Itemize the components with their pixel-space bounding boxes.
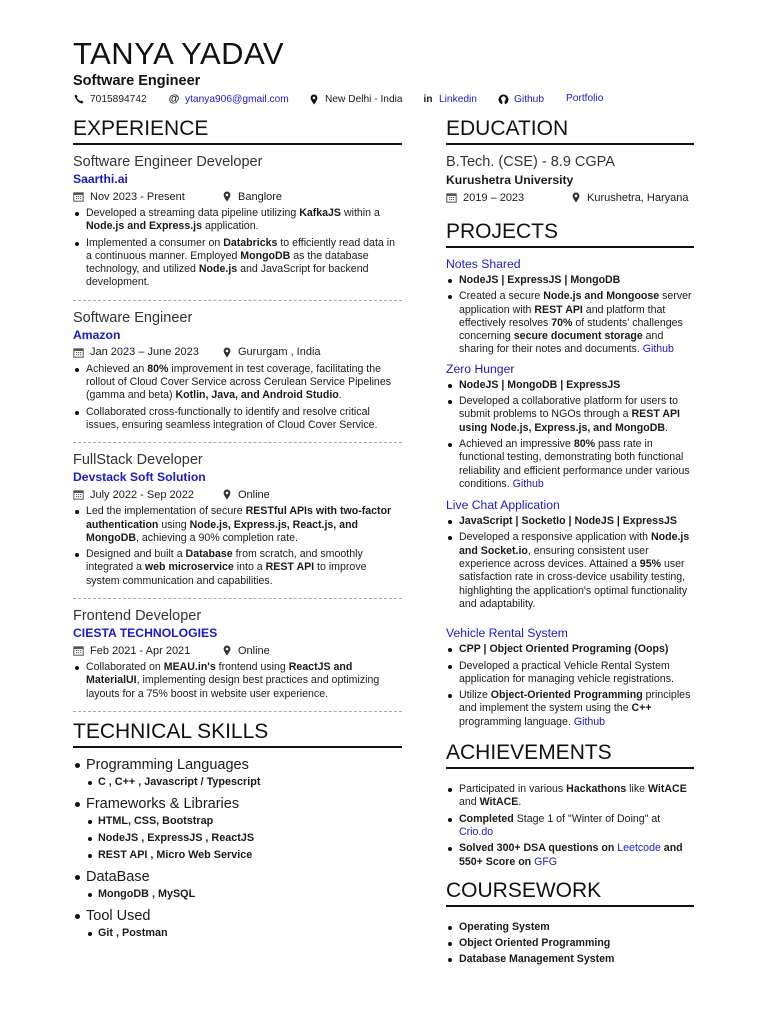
skill-category: DataBase bbox=[73, 868, 402, 886]
list-item bbox=[446, 813, 694, 840]
skill-group bbox=[73, 756, 402, 791]
job-location-text: Online bbox=[238, 644, 270, 657]
education-entry bbox=[446, 153, 694, 206]
linkedin-link[interactable]: Linkedin bbox=[439, 93, 477, 105]
bold-text: Solved 300+ DSA questions on bbox=[459, 842, 618, 855]
calendar-icon bbox=[73, 489, 84, 500]
bold-text: ReactJS and MaterialUI bbox=[86, 661, 353, 687]
list-item bbox=[73, 661, 402, 701]
linkedin-icon: in bbox=[423, 93, 433, 105]
text-span: , achieving a 90% completion rate. bbox=[136, 531, 298, 544]
job-title: FullStack Developer bbox=[73, 452, 203, 469]
project-bullets bbox=[446, 274, 694, 357]
phone-icon bbox=[73, 93, 85, 105]
bold-text: JavaScript | SocketIo | NodeJS | ExpressJS bbox=[459, 515, 677, 528]
bold-text: Node.js, Express.js, React.js, and MongoDB bbox=[86, 518, 359, 544]
text-span: Developed a streaming data pipeline utilizing bbox=[86, 207, 300, 219]
course-name: Object Oriented Programming bbox=[459, 937, 611, 950]
bold-text: REST API using Node.js, Express.js, and MongoDB bbox=[459, 408, 680, 434]
text-span: Developed a responsive application with bbox=[459, 531, 651, 544]
project-bullets bbox=[446, 379, 694, 491]
linkedin-contact[interactable] bbox=[422, 93, 477, 105]
experience-entry bbox=[73, 153, 402, 290]
job-dates-text: July 2022 - Sep 2022 bbox=[90, 488, 194, 501]
list-item bbox=[73, 505, 402, 545]
left-column bbox=[73, 117, 402, 946]
list-item bbox=[446, 515, 694, 528]
calendar-icon bbox=[446, 192, 457, 203]
job-title: Frontend Developer bbox=[73, 608, 202, 625]
job-dates bbox=[73, 346, 221, 358]
skill-items bbox=[73, 925, 402, 942]
skill-item: Git , Postman bbox=[86, 925, 402, 942]
text-span: principles and implement the system using the bbox=[459, 689, 691, 715]
text-span: to efficiently read data in a continuous manner. Employed bbox=[86, 236, 395, 262]
bold-text: 80% bbox=[147, 362, 169, 375]
list-item bbox=[446, 953, 694, 966]
list-item bbox=[446, 689, 694, 729]
text-span: as the database technology, and utilized bbox=[86, 249, 369, 276]
text-span: user satisfaction rate in cross-device usability testing, highlighting the application's optimal functionality and adaptability. bbox=[459, 558, 688, 610]
bold-text: Databricks bbox=[223, 236, 278, 249]
achievements-list bbox=[446, 783, 694, 869]
job-bullets bbox=[73, 505, 402, 588]
company-name[interactable]: CIESTA TECHNOLOGIES bbox=[73, 626, 218, 641]
inline-link[interactable]: Github bbox=[512, 477, 544, 490]
education-location-text: Kurushetra, Haryana bbox=[587, 191, 689, 204]
phone-number: 7015894742 bbox=[90, 93, 147, 105]
text-span: and bbox=[459, 796, 480, 809]
list-item bbox=[73, 363, 402, 403]
portfolio-link[interactable]: Portfolio bbox=[566, 93, 604, 104]
inline-link[interactable]: Github bbox=[642, 343, 674, 356]
bold-text: NodeJS | ExpressJS | MongoDB bbox=[459, 274, 621, 286]
github-icon bbox=[497, 93, 509, 105]
map-pin-icon bbox=[221, 347, 232, 358]
text-span: Developed a collaborative platform for users to submit problems to NGOs through a bbox=[459, 395, 679, 421]
text-span: . bbox=[338, 389, 342, 402]
education-dates-text: 2019 – 2023 bbox=[463, 191, 525, 204]
inline-link[interactable]: Leetcode bbox=[617, 842, 661, 855]
experience-heading: EXPERIENCE bbox=[73, 117, 402, 145]
list-item bbox=[446, 290, 694, 356]
bold-text: 70% bbox=[551, 316, 573, 329]
text-span: using bbox=[158, 518, 190, 531]
text-span: . bbox=[665, 421, 668, 434]
job-meta bbox=[73, 344, 402, 361]
bold-text: WitACE bbox=[648, 783, 687, 796]
github-contact[interactable] bbox=[497, 93, 544, 105]
bold-text: WitACE bbox=[479, 796, 519, 809]
map-pin-icon bbox=[308, 93, 320, 105]
bold-text: Hackathons bbox=[566, 783, 627, 796]
text-span: of students' challenges concerning bbox=[459, 316, 683, 343]
bold-text: NodeJS | MongoDB | ExpressJS bbox=[459, 378, 621, 391]
job-bullets bbox=[73, 661, 402, 701]
text-span: Achieved an bbox=[86, 362, 148, 375]
list-item bbox=[446, 395, 694, 435]
inline-link[interactable]: GFG bbox=[534, 855, 558, 868]
bold-text: Object-Oriented Programming bbox=[490, 689, 643, 702]
project-name[interactable]: Zero Hunger bbox=[446, 361, 515, 376]
list-item bbox=[446, 921, 694, 934]
experience-entry bbox=[73, 607, 402, 701]
skill-group bbox=[73, 868, 402, 903]
divider bbox=[73, 598, 402, 599]
divider bbox=[73, 711, 402, 712]
skills-list bbox=[73, 756, 402, 942]
list-item bbox=[446, 783, 694, 810]
right-column bbox=[446, 117, 694, 970]
bold-text: Node.js bbox=[198, 263, 238, 276]
job-location-text: Online bbox=[238, 488, 270, 501]
text-span: into a bbox=[233, 561, 266, 574]
university: Kurushetra University bbox=[446, 173, 574, 187]
bold-text: 95% bbox=[639, 558, 661, 571]
bold-text: RESTful APIs with two-factor authentication bbox=[86, 505, 392, 531]
text-span: and platform that effectively resolves bbox=[459, 303, 666, 329]
text-span: Implemented a consumer on bbox=[86, 236, 224, 249]
bold-text: Node.js and Socket.io bbox=[459, 531, 690, 557]
project-entry bbox=[446, 256, 694, 357]
coursework-list bbox=[446, 921, 694, 967]
skills-heading: TECHNICAL SKILLS bbox=[73, 720, 402, 748]
list-item bbox=[446, 379, 694, 392]
map-pin-icon bbox=[221, 645, 232, 656]
candidate-name: TANYA YADAV bbox=[73, 36, 285, 71]
company-name[interactable]: Saarthi.ai bbox=[73, 172, 128, 186]
bold-text: MongoDB bbox=[240, 249, 291, 262]
job-location bbox=[221, 346, 321, 358]
email-link[interactable]: ytanya906@gmail.com bbox=[185, 93, 289, 105]
job-location bbox=[221, 645, 270, 657]
list-item bbox=[73, 406, 402, 433]
projects-heading: PROJECTS bbox=[446, 220, 694, 248]
company-name[interactable]: Devstack Soft Solution bbox=[73, 470, 206, 485]
text-span: Designed and built a bbox=[86, 548, 186, 561]
location-contact bbox=[308, 93, 403, 105]
text-span: server application with bbox=[459, 290, 692, 316]
skill-item: C , C++ , Javascript / Typescript bbox=[86, 774, 402, 791]
list-item bbox=[446, 531, 694, 611]
text-span: Collaborated cross-functionally to identify and resolve critical issues, ensuring seamless integration of Cloud Cover Service. bbox=[86, 405, 378, 431]
location-text: New Delhi - India bbox=[325, 93, 403, 105]
job-meta bbox=[73, 486, 402, 503]
map-pin-icon bbox=[221, 489, 232, 500]
skill-items bbox=[73, 886, 402, 903]
bold-text: Node.js and Mongoose bbox=[543, 290, 660, 303]
candidate-role: Software Engineer bbox=[73, 73, 201, 89]
skill-item: MongoDB , MySQL bbox=[86, 886, 402, 903]
list-item bbox=[73, 207, 402, 234]
inline-link[interactable]: Crio.do bbox=[459, 825, 494, 838]
text-span: from scratch, and smoothly integrated a bbox=[86, 548, 363, 574]
list-item bbox=[446, 937, 694, 950]
text-span: programming language. bbox=[459, 715, 574, 728]
project-name[interactable]: Live Chat Application bbox=[446, 498, 560, 513]
text-span: , implementing design best practices and optimizing layouts for a 75% boost in website user experience. bbox=[86, 674, 380, 700]
course-name: Operating System bbox=[459, 920, 550, 933]
text-span: to improve system communication and capabilities. bbox=[86, 561, 367, 587]
bold-text: Kotlin, Java, and Android Studio bbox=[175, 389, 339, 402]
skill-item: HTML, CSS, Bootstrap bbox=[86, 813, 402, 830]
list-item bbox=[73, 237, 402, 290]
text-span: Led the implementation of secure bbox=[86, 505, 246, 518]
skill-category: Tool Used bbox=[73, 907, 402, 925]
divider bbox=[73, 300, 402, 301]
github-link[interactable]: Github bbox=[514, 93, 545, 105]
calendar-icon bbox=[73, 191, 84, 202]
bold-text: CPP | Object Oriented Programing (Oops) bbox=[459, 643, 669, 656]
skill-items bbox=[73, 774, 402, 791]
course-name: Database Management System bbox=[459, 953, 615, 966]
skill-group bbox=[73, 795, 402, 864]
job-bullets bbox=[73, 363, 402, 432]
bold-text: C++ bbox=[631, 702, 652, 715]
education-heading: EDUCATION bbox=[446, 117, 694, 145]
text-span: Achieved an impressive bbox=[459, 437, 574, 450]
company-name[interactable]: Amazon bbox=[73, 327, 121, 342]
skill-item: NodeJS , ExpressJS , ReactJS bbox=[86, 830, 402, 847]
map-pin-icon bbox=[221, 191, 232, 202]
bold-text: secure document storage bbox=[513, 330, 643, 343]
job-title: Software Engineer bbox=[73, 309, 193, 326]
job-dates bbox=[73, 645, 221, 657]
text-span: pass rate in functional testing, demonstrating both functional reliability and efficient performance under various conditions. bbox=[459, 437, 690, 490]
job-location-text: Gururgam , India bbox=[238, 346, 321, 359]
bold-text: REST API bbox=[265, 561, 315, 574]
experience-list bbox=[73, 153, 402, 712]
job-meta bbox=[73, 188, 402, 205]
job-location bbox=[221, 191, 282, 203]
text-span: Developed a practical Vehicle Rental System application for managing vehicle registrations. bbox=[459, 659, 674, 685]
text-span: Stage 1 of "Winter of Doing" at bbox=[513, 812, 661, 825]
list-item bbox=[73, 548, 402, 588]
at-icon: @ bbox=[168, 93, 180, 105]
project-bullets bbox=[446, 643, 694, 729]
bold-text: KafkaJS bbox=[299, 207, 341, 219]
education-dates bbox=[446, 192, 570, 204]
skill-items bbox=[73, 813, 402, 864]
portfolio-contact[interactable] bbox=[566, 93, 603, 104]
list-item bbox=[446, 274, 694, 287]
text-span: Collaborated on bbox=[86, 661, 164, 674]
text-span: like bbox=[626, 783, 649, 796]
phone-contact[interactable] bbox=[73, 93, 147, 105]
bold-text: Database bbox=[185, 548, 233, 561]
divider bbox=[73, 442, 402, 443]
experience-entry bbox=[73, 309, 402, 432]
skill-item: REST API , Micro Web Service bbox=[86, 847, 402, 864]
project-entry bbox=[446, 497, 694, 611]
calendar-icon bbox=[73, 645, 84, 656]
text-span: application. bbox=[202, 220, 259, 233]
education-meta bbox=[446, 189, 694, 206]
project-name[interactable]: Notes Shared bbox=[446, 257, 521, 271]
job-dates-text: Jan 2023 – June 2023 bbox=[90, 346, 199, 359]
job-dates bbox=[73, 489, 221, 501]
map-pin-icon bbox=[570, 192, 581, 203]
job-location bbox=[221, 489, 270, 501]
email-contact[interactable] bbox=[168, 93, 289, 105]
bold-text: 80% bbox=[573, 437, 596, 450]
bold-text: and 550+ Score on bbox=[459, 842, 683, 868]
job-bullets bbox=[73, 207, 402, 290]
job-dates-text: Nov 2023 - Present bbox=[90, 190, 185, 203]
text-span: within a bbox=[341, 207, 380, 219]
text-span: , ensuring consistent user experience across devices. Attained a bbox=[459, 544, 649, 571]
degree: B.Tech. (CSE) - 8.9 CGPA bbox=[446, 154, 615, 170]
list-item bbox=[446, 438, 694, 491]
contact-bar bbox=[73, 93, 728, 107]
text-span: and JavaScript for backend development. bbox=[86, 263, 369, 289]
job-location-text: Banglore bbox=[238, 190, 283, 203]
text-span: and sharing for their notes and documents. bbox=[459, 330, 664, 356]
bold-text: REST API bbox=[534, 303, 583, 316]
bold-text: MEAU.in's bbox=[163, 661, 216, 674]
project-bullets bbox=[446, 515, 694, 611]
job-dates-text: Feb 2021 - Apr 2021 bbox=[90, 644, 191, 657]
project-entry bbox=[446, 625, 694, 729]
projects-list bbox=[446, 256, 694, 729]
list-item bbox=[446, 842, 694, 869]
text-span: Participated in various bbox=[459, 783, 567, 796]
text-span: frontend using bbox=[215, 661, 289, 674]
job-title: Software Engineer Developer bbox=[73, 154, 263, 170]
list-item bbox=[446, 643, 694, 656]
text-span: . bbox=[518, 796, 522, 809]
bold-text: web microservice bbox=[144, 561, 234, 574]
coursework-heading: COURSEWORK bbox=[446, 879, 694, 907]
list-item bbox=[446, 660, 694, 687]
skill-category: Programming Languages bbox=[73, 756, 402, 774]
inline-link[interactable]: Github bbox=[573, 715, 606, 728]
skill-group bbox=[73, 907, 402, 942]
bold-text: Node.js and Express.js bbox=[86, 220, 202, 233]
bold-text: Completed bbox=[459, 812, 514, 825]
skill-category: Frameworks & Libraries bbox=[73, 795, 402, 813]
job-meta bbox=[73, 642, 402, 659]
project-name[interactable]: Vehicle Rental System bbox=[446, 626, 568, 641]
calendar-icon bbox=[73, 347, 84, 358]
education-location bbox=[570, 192, 689, 204]
achievements-heading: ACHIEVEMENTS bbox=[446, 741, 694, 769]
project-entry bbox=[446, 361, 694, 491]
text-span: Created a secure bbox=[459, 290, 544, 303]
experience-entry bbox=[73, 451, 402, 588]
text-span: Utilize bbox=[459, 689, 491, 702]
text-span: improvement in test coverage, facilitating the rollout of Cloud Cover Service across Cerulean Service Pipelines (gamma and beta) bbox=[86, 362, 392, 402]
job-dates bbox=[73, 191, 221, 203]
